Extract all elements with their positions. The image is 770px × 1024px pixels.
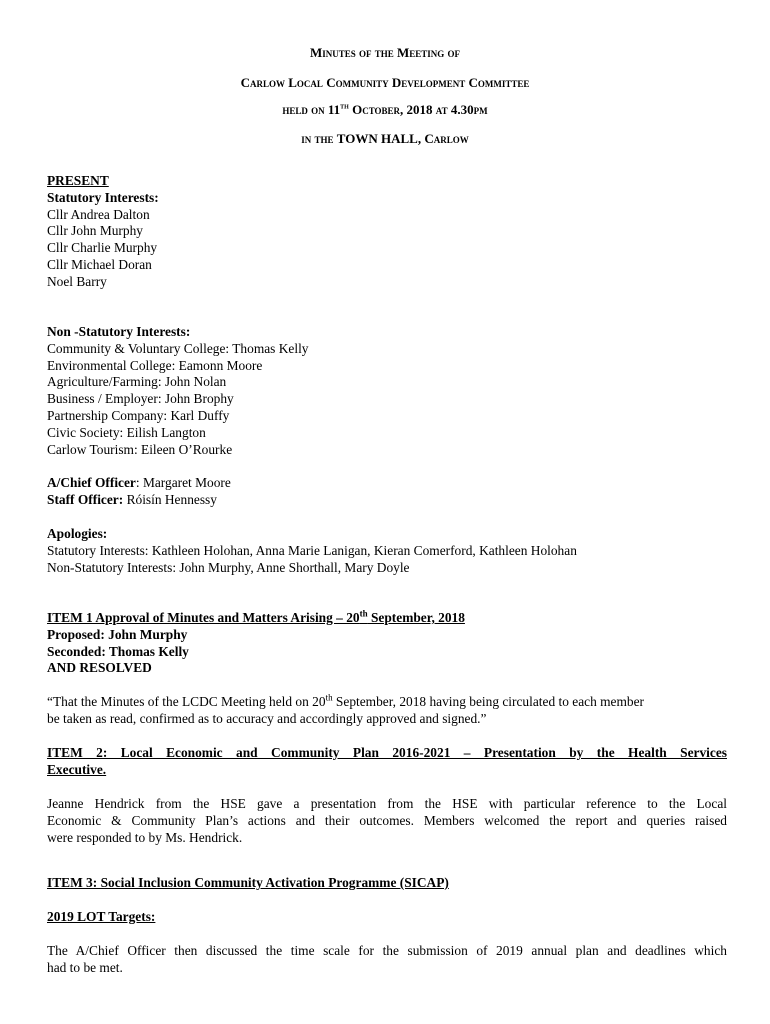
staff-officer-name: Róisín Hennessy	[123, 491, 217, 507]
item1-resolution-line1	[47, 694, 727, 711]
statutory-member: Cllr Michael Doran	[47, 256, 152, 272]
statutory-member: Cllr Charlie Murphy	[47, 240, 158, 256]
item3-section	[47, 875, 727, 892]
item2-body	[47, 796, 727, 846]
item1-seconded: Seconded: Thomas Kelly	[47, 643, 189, 659]
item1-quote-rest: September, 2018 having being circulated to each member	[332, 694, 645, 709]
apologies-non-statutory: Non-Statutory Interests: John Murphy, Anne Shorthall, Mary Doyle	[47, 559, 410, 575]
present-heading: PRESENT	[47, 173, 109, 188]
apologies-section	[47, 526, 727, 576]
item1-quote-text: “That the Minutes of the LCDC Meeting held on 20	[47, 694, 326, 709]
chief-officer-line	[47, 475, 727, 492]
staff-officer-line	[47, 492, 727, 509]
meeting-venue	[0, 131, 770, 148]
statutory-member: Cllr John Murphy	[47, 223, 143, 239]
meeting-date-prefix: held on 11	[282, 102, 341, 117]
officers-section	[47, 475, 727, 509]
present-section	[47, 173, 727, 291]
non-statutory-heading: Non -Statutory Interests:	[47, 324, 191, 339]
item1-proposed: Proposed: John Murphy	[47, 626, 188, 642]
chief-officer-label: A/Chief Officer	[47, 475, 136, 490]
non-statutory-member: Partnership Company: Karl Duffy	[47, 407, 230, 423]
venue-town: Carlow	[424, 131, 469, 146]
item1-title	[47, 610, 727, 627]
item3-subsection	[47, 909, 727, 926]
meeting-date-suffix: October, 2018 at 4.30pm	[348, 102, 488, 117]
venue-name: TOWN HALL,	[336, 131, 425, 146]
item1-resolution	[47, 694, 727, 728]
item3-title: ITEM 3: Social Inclusion Community Activation Programme (SICAP)	[47, 875, 449, 890]
item1-title-date: September, 2018	[367, 610, 465, 625]
non-statutory-member: Carlow Tourism: Eileen O’Rourke	[47, 441, 233, 457]
non-statutory-member: Civic Society: Eilish Langton	[47, 424, 206, 440]
item2-title-line1: ITEM 2: Local Economic and Community Plan 2016-2021 – Presentation by the Health Services	[47, 745, 727, 760]
apologies-statutory: Statutory Interests: Kathleen Holohan, Anna Marie Lanigan, Kieran Comerford, Kathleen Holohan	[47, 542, 577, 558]
non-statutory-section	[47, 324, 727, 458]
item3-subheading: 2019 LOT Targets:	[47, 909, 156, 924]
item2-body-line3: were responded to by Ms. Hendrick.	[47, 829, 243, 845]
statutory-member: Cllr Andrea Dalton	[47, 206, 150, 222]
statutory-member: Noel Barry	[47, 273, 107, 289]
item1-section	[47, 610, 727, 677]
minutes-title: Minutes of the Meeting of	[309, 45, 461, 60]
non-statutory-member: Community & Voluntary College: Thomas Kelly	[47, 340, 309, 356]
non-statutory-member: Environmental College: Eamonn Moore	[47, 357, 263, 373]
item1-title-ordinal: th	[359, 608, 368, 619]
committee-name: Carlow Local Community Development Committee	[240, 75, 530, 90]
item2-section	[47, 745, 727, 779]
item3-body-line1: The A/Chief Officer then discussed the time scale for the submission of 2019 annual plan and deadlines which	[47, 943, 727, 958]
statutory-heading: Statutory Interests:	[47, 189, 159, 205]
staff-officer-label: Staff Officer:	[47, 491, 124, 507]
item1-resolved: AND RESOLVED	[47, 660, 152, 676]
item2-body-line2: Economic & Community Plan’s actions and their outcomes. Members welcomed the report and queries raised	[47, 812, 727, 828]
non-statutory-member: Business / Employer: John Brophy	[47, 391, 234, 407]
meeting-date	[0, 102, 770, 119]
item1-quote-ordinal: th	[325, 692, 333, 703]
item1-resolution-line2: be taken as read, confirmed as to accuracy and accordingly approved and signed.”	[47, 710, 487, 726]
item1-title-text: ITEM 1 Approval of Minutes and Matters Arising – 20	[47, 610, 360, 625]
item3-body-line2: had to be met.	[47, 959, 123, 975]
apologies-heading: Apologies:	[47, 526, 108, 541]
venue-prefix: in the	[301, 131, 337, 146]
item2-body-line1: Jeanne Hendrick from the HSE gave a presentation from the HSE with particular reference to the Local	[47, 796, 727, 811]
chief-officer-name: : Margaret Moore	[135, 475, 231, 490]
item2-title-line2: Executive.	[47, 761, 107, 777]
non-statutory-member: Agriculture/Farming: John Nolan	[47, 374, 227, 390]
meeting-date-ordinal: th	[340, 100, 349, 111]
item3-body	[47, 943, 727, 977]
